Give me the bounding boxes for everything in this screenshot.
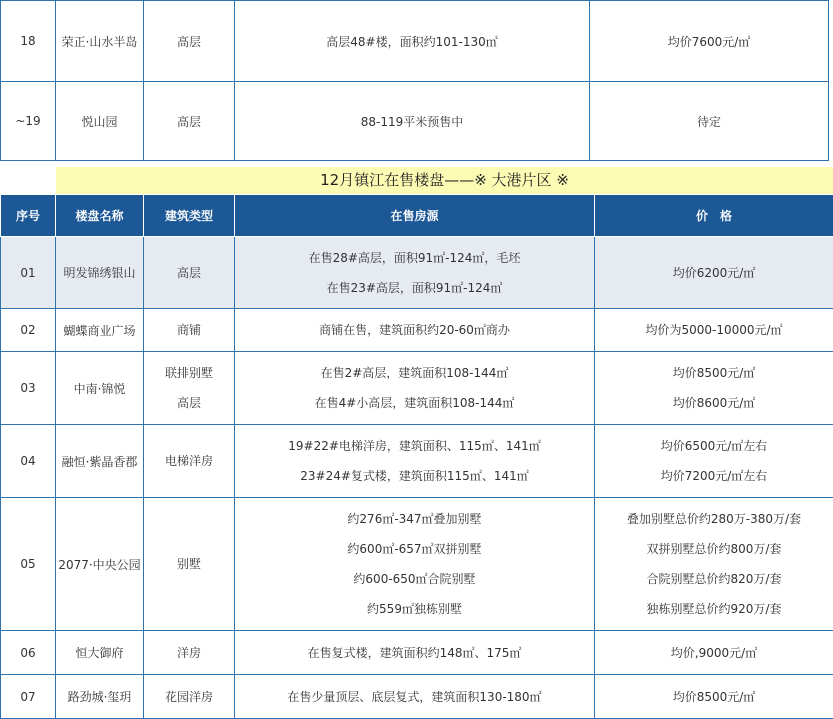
building-type-line: 联排别墅 [144, 358, 234, 388]
price-line: 均价8500元/㎡ [595, 358, 833, 388]
project-name: 荣正·山水半岛 [56, 1, 144, 82]
price-line: 均价,9000元/㎡ [595, 638, 833, 668]
row-number: 07 [1, 675, 56, 719]
table-header [1, 195, 833, 237]
units-on-sale: 高层48#楼，面积约101-130㎡ [235, 1, 590, 82]
units-on-sale [235, 352, 595, 425]
project-name: 悦山园 [56, 82, 144, 161]
price-line: 叠加别墅总价约280万-380万/套 [595, 504, 833, 534]
header-units: 在售房源 [235, 195, 595, 237]
table-row [1, 425, 833, 498]
price-line: 独栋别墅总价约920万/套 [595, 594, 833, 624]
building-type [144, 675, 235, 719]
header-price: 价 格 [595, 195, 833, 237]
price [595, 631, 833, 675]
project-name: 明发锦绣银山 [56, 237, 144, 309]
units-on-sale-line: 在售少量顶层、底层复式，建筑面积130-180㎡ [235, 682, 594, 712]
units-on-sale-line: 在售23#高层，面积91㎡-124㎡ [235, 273, 594, 303]
building-type-line: 洋房 [144, 638, 234, 668]
row-number: 05 [1, 498, 56, 631]
building-type [144, 631, 235, 675]
header-no: 序号 [1, 195, 56, 237]
row-number: 01 [1, 237, 56, 309]
units-on-sale-line: 23#24#复式楼，建筑面积115㎡、141㎡ [235, 461, 594, 491]
table-row [1, 631, 833, 675]
units-on-sale [235, 631, 595, 675]
row-number: 02 [1, 309, 56, 352]
units-on-sale: 88-119平米预售中 [235, 82, 590, 161]
table-row [1, 352, 833, 425]
units-on-sale [235, 309, 595, 352]
table-row [1, 1, 829, 82]
project-name: 中南·锦悦 [56, 352, 144, 425]
table-row [1, 237, 833, 309]
units-on-sale-line: 约276㎡-347㎡叠加别墅 [235, 504, 594, 534]
building-type [144, 309, 235, 352]
price: 待定 [590, 82, 829, 161]
project-name: 恒大御府 [56, 631, 144, 675]
price-line: 合院别墅总价约820万/套 [595, 564, 833, 594]
building-type-line: 高层 [144, 388, 234, 418]
units-on-sale [235, 425, 595, 498]
building-type-line: 电梯洋房 [144, 446, 234, 476]
building-type-line: 花园洋房 [144, 682, 234, 712]
listing-table-dagang [0, 167, 833, 719]
row-number: 06 [1, 631, 56, 675]
row-number: ~19 [1, 82, 56, 161]
project-name: 路劲城·玺玥 [56, 675, 144, 719]
price-line: 均价8500元/㎡ [595, 682, 833, 712]
building-type: 高层 [144, 82, 235, 161]
units-on-sale-line: 19#22#电梯洋房，建筑面积、115㎡、141㎡ [235, 431, 594, 461]
units-on-sale-line: 在售4#小高层，建筑面积108-144㎡ [235, 388, 594, 418]
row-number: 04 [1, 425, 56, 498]
header-name: 楼盘名称 [56, 195, 144, 237]
building-type [144, 498, 235, 631]
units-on-sale-line: 约600-650㎡合院别墅 [235, 564, 594, 594]
price [595, 309, 833, 352]
table-row [1, 498, 833, 631]
units-on-sale [235, 237, 595, 309]
building-type-line: 高层 [144, 258, 234, 288]
project-name: 蝴蝶商业广场 [56, 309, 144, 352]
price-line: 均价6500元/㎡左右 [595, 431, 833, 461]
building-type [144, 425, 235, 498]
price [595, 675, 833, 719]
table-row [1, 82, 829, 161]
building-type [144, 237, 235, 309]
project-name: 融恒·紫晶香郡 [56, 425, 144, 498]
price-line: 双拼别墅总价约800万/套 [595, 534, 833, 564]
price-line: 均价6200元/㎡ [595, 258, 833, 288]
row-number: 18 [1, 1, 56, 82]
units-on-sale-line: 约559㎡独栋别墅 [235, 594, 594, 624]
price-line: 均价8600元/㎡ [595, 388, 833, 418]
units-on-sale-line: 在售28#高层，面积91㎡-124㎡，毛坯 [235, 243, 594, 273]
building-type-line: 别墅 [144, 549, 234, 579]
units-on-sale [235, 498, 595, 631]
price [595, 237, 833, 309]
price [595, 425, 833, 498]
price [595, 352, 833, 425]
units-on-sale-line: 商铺在售，建筑面积约20-60㎡商办 [235, 315, 594, 345]
header-type: 建筑类型 [144, 195, 235, 237]
table-row [1, 309, 833, 352]
building-type [144, 352, 235, 425]
row-number: 03 [1, 352, 56, 425]
table-row [1, 675, 833, 719]
price: 均价7600元/㎡ [590, 1, 829, 82]
units-on-sale [235, 675, 595, 719]
building-type-line: 商铺 [144, 315, 234, 345]
units-on-sale-line: 在售复式楼，建筑面积约148㎡、175㎡ [235, 638, 594, 668]
building-type: 高层 [144, 1, 235, 82]
section-title: 12月镇江在售楼盘——※ 大港片区 ※ [56, 167, 833, 195]
project-name: 2077·中央公园 [56, 498, 144, 631]
price [595, 498, 833, 631]
units-on-sale-line: 约600㎡-657㎡双拼别墅 [235, 534, 594, 564]
price-line: 均价为5000-10000元/㎡ [595, 315, 833, 345]
units-on-sale-line: 在售2#高层，建筑面积108-144㎡ [235, 358, 594, 388]
price-line: 均价7200元/㎡左右 [595, 461, 833, 491]
listing-table-previous [0, 0, 829, 161]
